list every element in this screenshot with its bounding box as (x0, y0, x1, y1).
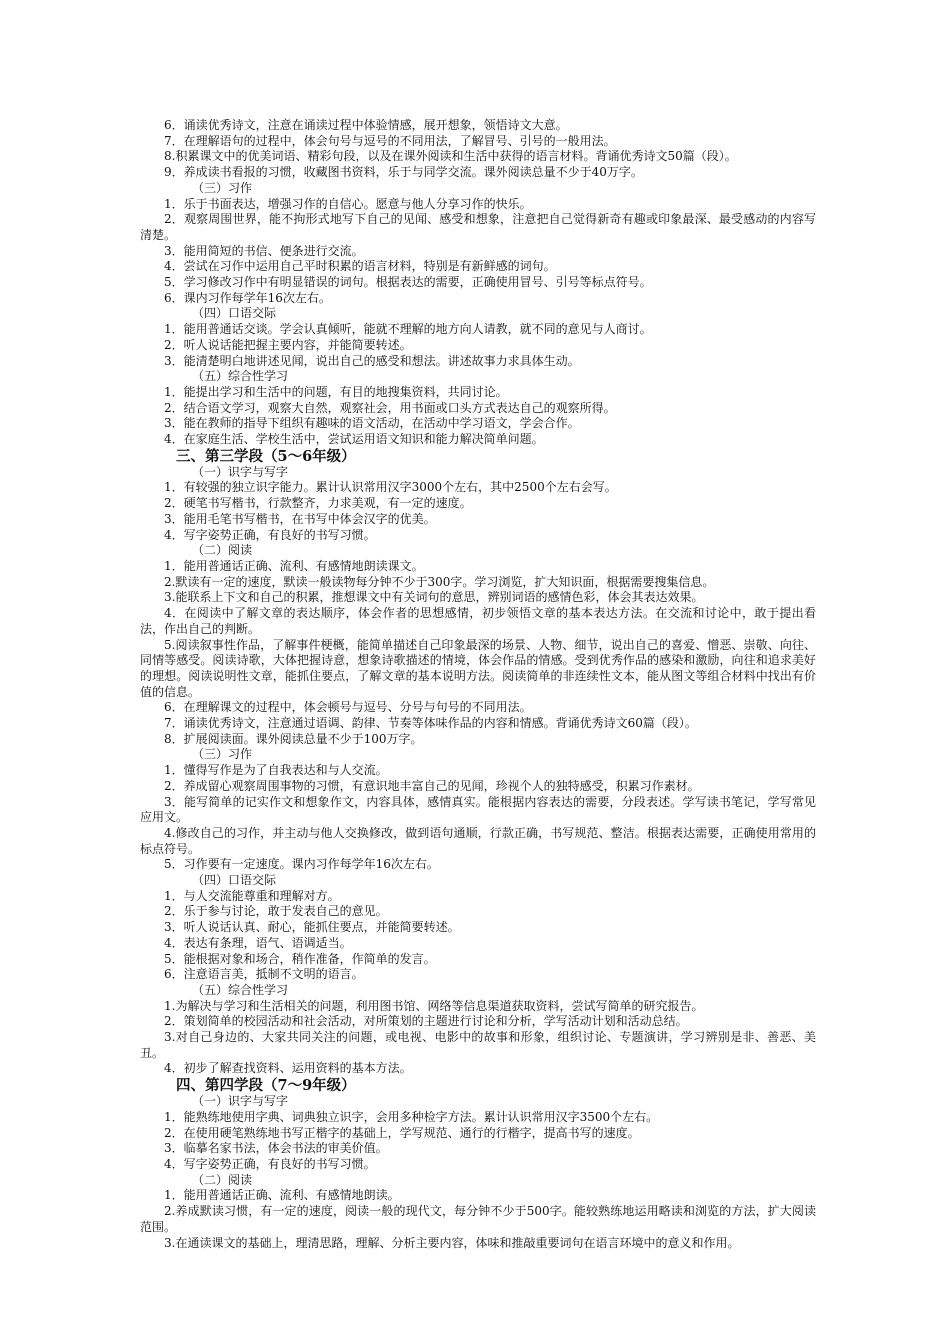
subsection-heading: （五）综合性学习 (192, 982, 289, 997)
paragraph: 1．乐于书面表达，增强习作的自信心。愿意与他人分享习作的快乐。 (164, 196, 532, 211)
document-page (140, 118, 816, 1251)
subsection-heading: （三）习作 (192, 747, 253, 762)
paragraph: 2．听人说话能把握主要内容，并能简要转述。 (164, 337, 412, 352)
paragraph: 1．能熟练地使用字典、词典独立识字，会用多种检字方法。累计认识常用汉字3500个左右。 (164, 1109, 659, 1124)
paragraph: 1．能提出学习和生活中的问题，有目的地搜集资料，共同讨论。 (164, 384, 508, 399)
subsection-heading: （三）习作 (192, 180, 253, 195)
paragraph: 7．诵读优秀诗文，注意通过语调、韵律、节奏等体味作品的内容和情感。背诵优秀诗文60篇（段）。 (164, 716, 697, 731)
paragraph: 2．在使用硬笔熟练地书写正楷字的基础上，学写规范、通行的行楷字，提高书写的速度。 (164, 1125, 640, 1140)
paragraph: 2.养成默读习惯，有一定的速度，阅读一般的现代文，每分钟不少于500字。能较熟练地运用略读和浏览的方法，扩大阅读范围。 (140, 1204, 816, 1234)
section-heading: 三、第三学段（5～6年级） (176, 447, 356, 465)
paragraph: 3．能写简单的记实作文和想象作文，内容具体，感情真实。能根据内容表达的需要，分段表述。学写读书笔记，学写常见应用文。 (140, 794, 816, 825)
paragraph: 1.为解决与学习和生活相关的问题，利用图书馆、网络等信息渠道获取资料，尝试写简单的研究报告。 (164, 998, 704, 1013)
paragraph: 1．懂得写作是为了自我表达和与人交流。 (164, 763, 388, 778)
paragraph: 4.修改自己的习作，并主动与他人交换修改，做到语句通顺，行款正确，书写规范、整洁。根据表达需要，正确使用常用的标点符号。 (140, 825, 816, 856)
paragraph: 7．在理解语句的过程中，体会句号与逗号的不同用法，了解冒号、引号的一般用法。 (164, 133, 616, 148)
paragraph: 2．硬笔书写楷书，行款整齐，力求美观，有一定的速度。 (164, 496, 472, 511)
paragraph: 1．有较强的独立识字能力。累计认识常用汉字3000个左右，其中2500个左右会写。 (164, 480, 617, 495)
paragraph: 4．初步了解查找资料、运用资料的基本方法。 (164, 1061, 412, 1076)
paragraph: 8.积累课文中的优美词语、精彩句段，以及在课外阅读和生活中获得的语言材料。背诵优秀诗文50篇（段）。 (164, 149, 737, 164)
paragraph: 8．扩展阅读面。课外阅读总量不少于100万字。 (164, 731, 423, 746)
subsection-heading: （一）识字与写字 (192, 1094, 289, 1109)
paragraph: 3．听人说话认真、耐心，能抓住要点，并能简要转述。 (164, 920, 460, 935)
paragraph: 4．表达有条理，语气、语调适当。 (164, 935, 352, 950)
subsection-heading: （二）阅读 (192, 1172, 253, 1187)
paragraph: 9．养成读书看报的习惯，收藏图书资料，乐于与同学交流。课外阅读总量不少于40万字。 (164, 165, 643, 180)
subsection-heading: （四）口语交际 (192, 873, 277, 888)
paragraph: 3．能用简短的书信、便条进行交流。 (164, 243, 364, 258)
paragraph: 1．能用普通话正确、流利、有感情地朗读。 (164, 1188, 400, 1203)
paragraph: 4．写字姿势正确，有良好的书写习惯。 (164, 1157, 376, 1171)
section-heading: 四、第四学段（7～9年级） (176, 1077, 356, 1095)
paragraph: 1．与人交流能尊重和理解对方。 (164, 888, 340, 903)
paragraph: 2．养成留心观察周围事物的习惯，有意识地丰富自己的见闻，珍视个人的独特感受，积累习作素材。 (164, 778, 700, 793)
paragraph: 1．能用普通话交谈。学会认真倾听，能就不理解的地方向人请教，就不同的意见与人商讨。 (164, 322, 652, 337)
paragraph: 2．结合语文学习，观察大自然，观察社会，用书面或口头方式表达自己的观察所得。 (164, 400, 616, 415)
subsection-heading: （五）综合性学习 (192, 369, 289, 384)
paragraph: 1．能用普通话正确、流利、有感情地朗读课文。 (164, 558, 424, 573)
paragraph: 6．课内习作每学年16次左右。 (164, 290, 331, 305)
paragraph: 4．在阅读中了解文章的表达顺序，体会作者的思想感情，初步领悟文章的基本表达方法。在交流和讨论中，敢于提出看法，作出自己的判断。 (140, 606, 816, 636)
paragraph: 5.阅读叙事性作品，了解事件梗概，能简单描述自己印象最深的场景、人物、细节，说出自己的喜爱、憎恶、崇敬、向往、同情等感受。阅读诗歌，大体把握诗意，想象诗歌描述的情境，体会作品的情感。受到优秀作品的感染和激励，向往和追求美好的理想。阅读说明性文章，能抓住要点，了解文章的基本说明方法。阅读简单的非连续性文本，能从图文等组合材料中找出有价值的信息。 (140, 637, 816, 699)
paragraph: 2．乐于参与讨论，敢于发表自己的意见。 (164, 904, 388, 919)
paragraph: 3．能用毛笔书写楷书，在书写中体会汉字的优美。 (164, 511, 436, 526)
paragraph: 3．能在教师的指导下组织有趣味的语文活动，在活动中学习语文，学会合作。 (164, 416, 580, 431)
paragraph: 5．学习修改习作中有明显错误的词句。根据表达的需要，正确使用冒号、引号等标点符号。 (164, 275, 652, 290)
paragraph: 4．尝试在习作中运用自己平时积累的语言材料，特别是有新鲜感的词句。 (164, 259, 556, 274)
paragraph: 5．能根据对象和场合，稍作准备，作简单的发言。 (164, 951, 436, 966)
paragraph: 4．写字姿势正确，有良好的书写习惯。 (164, 527, 376, 542)
paragraph: 6．诵读优秀诗文，注意在诵读过程中体验情感，展开想象，领悟诗文大意。 (164, 118, 568, 132)
subsection-heading: （一）识字与写字 (192, 464, 289, 479)
paragraph: 6．注意语言美，抵制不文明的语言。 (164, 967, 364, 982)
paragraph: 5．习作要有一定速度。课内习作每学年16次左右。 (164, 857, 439, 872)
paragraph: 3.能联系上下文和自己的积累，推想课文中有关词句的意思，辨别词语的感情色彩，体会其表达效果。 (164, 590, 704, 605)
paragraph: 2.默读有一定的速度，默读一般读物每分钟不少于300字。学习浏览，扩大知识面，根据需要搜集信息。 (164, 574, 715, 589)
subsection-heading: （四）口语交际 (192, 306, 277, 321)
paragraph: 6．在理解课文的过程中，体会顿号与逗号、分号与句号的不同用法。 (164, 700, 532, 715)
paragraph: 2．策划简单的校园活动和社会活动，对所策划的主题进行讨论和分析，学写活动计划和活动总结。 (164, 1014, 688, 1029)
paragraph: 3.在通读课文的基础上，理清思路，理解、分析主要内容，体味和推敲重要词句在语言环境中的意义和作用。 (164, 1235, 740, 1250)
paragraph: 3．能清楚明白地讲述见闻，说出自己的感受和想法。讲述故事力求具体生动。 (164, 353, 580, 368)
paragraph: 2．观察周围世界，能不拘形式地写下自己的见闻、感受和想象，注意把自己觉得新奇有趣或印象最深、最受感动的内容写清楚。 (140, 212, 816, 242)
paragraph: 4．在家庭生活、学校生活中，尝试运用语文知识和能力解决简单问题。 (164, 432, 544, 447)
paragraph: 3．临摹名家书法，体会书法的审美价值。 (164, 1141, 388, 1156)
subsection-heading: （二）阅读 (192, 543, 253, 558)
paragraph: 3.对自己身边的、大家共同关注的问题，或电视、电影中的故事和形象，组织讨论、专题演讲，学习辨别是非、善恶、美丑。 (140, 1030, 816, 1060)
